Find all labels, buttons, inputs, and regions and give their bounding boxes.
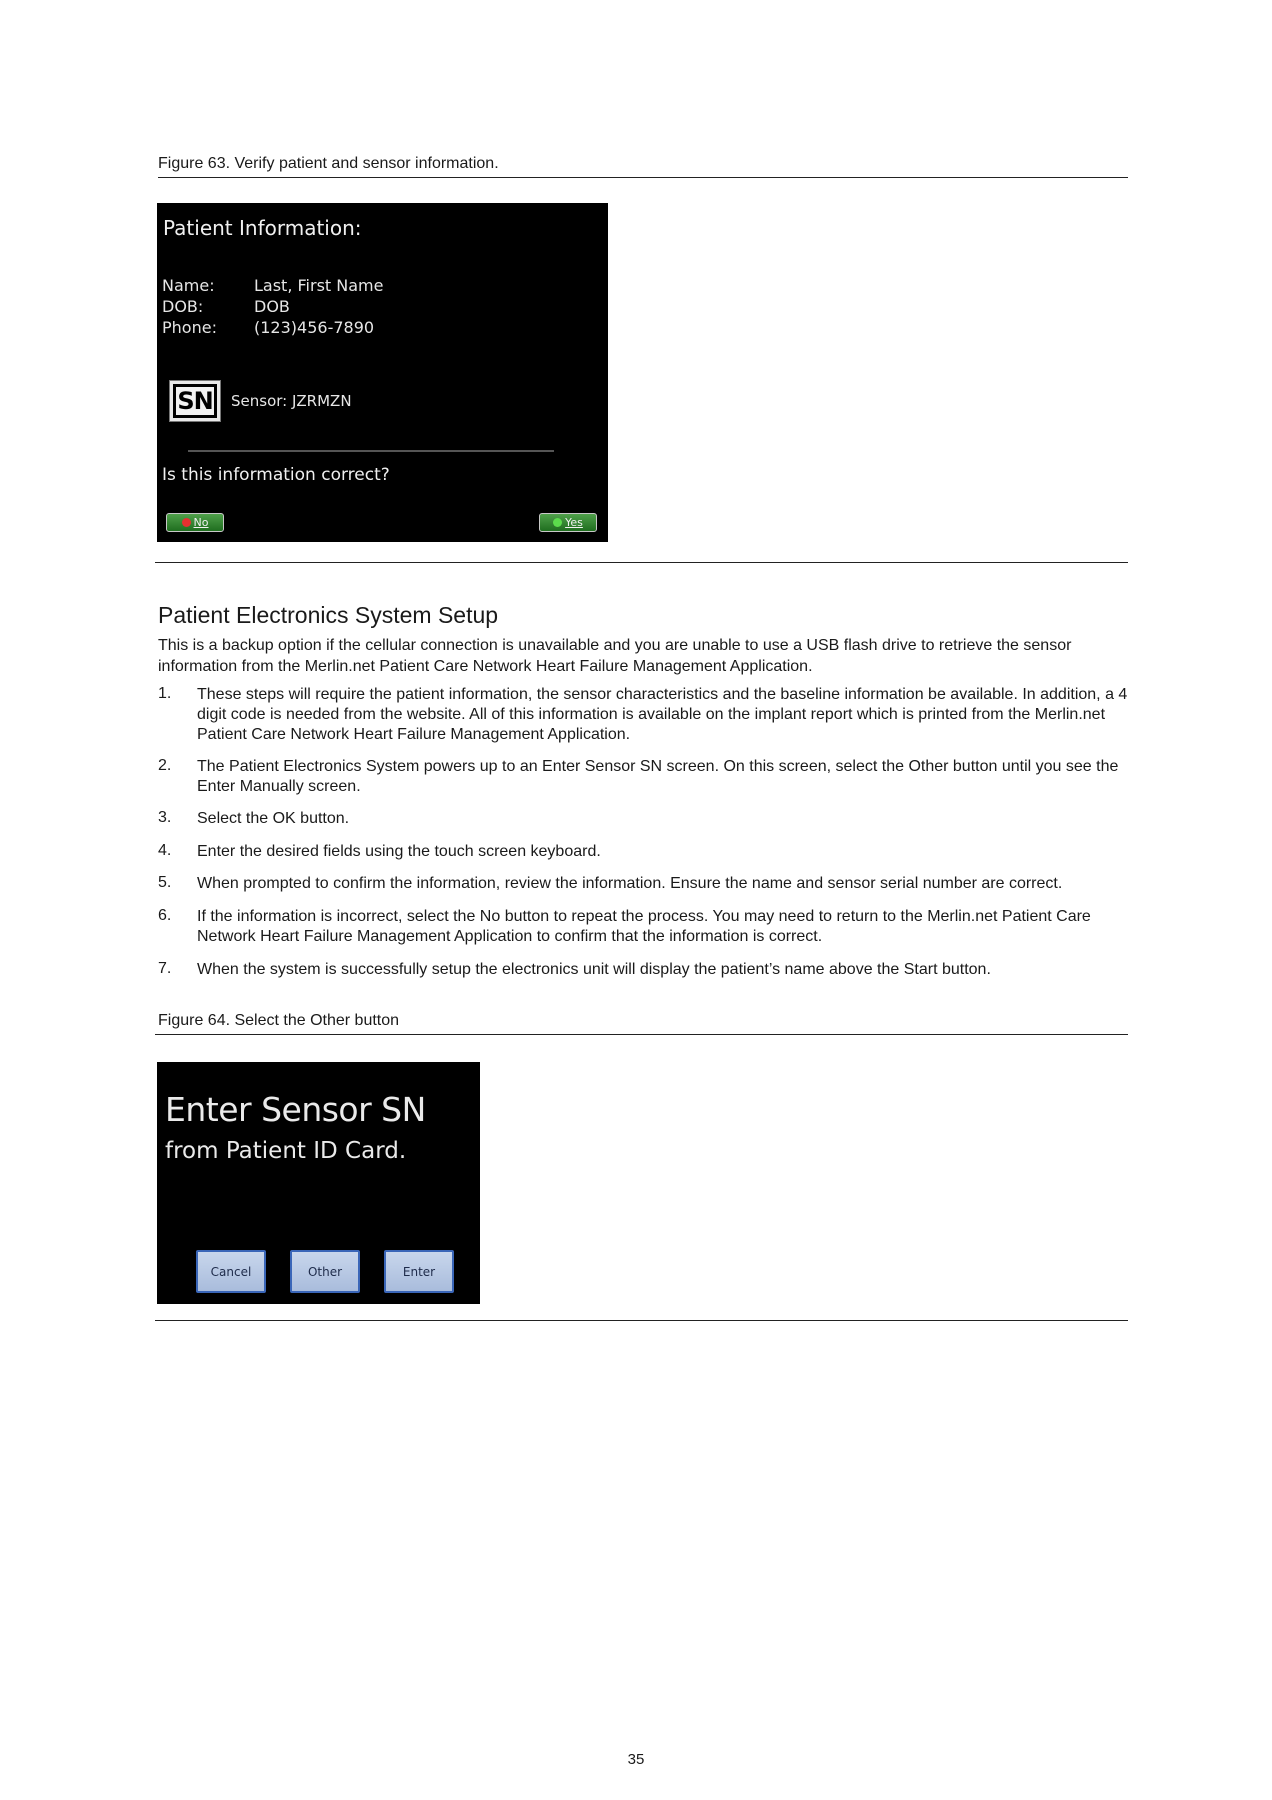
phone-label: Phone: bbox=[162, 318, 217, 337]
screen-title: Patient Information: bbox=[163, 216, 362, 240]
dob-value: DOB bbox=[254, 297, 290, 316]
intro-paragraph: This is a backup option if the cellular connection is unavailable and you are unable to use a USB flash drive to retrieve the sensor information from the Merlin.net Patient Care Network Heart Failure Management Application. bbox=[158, 637, 1072, 675]
confirm-question: Is this information correct? bbox=[162, 465, 390, 485]
other-button[interactable]: Other bbox=[290, 1250, 360, 1293]
name-value: Last, First Name bbox=[254, 276, 384, 295]
step-text: Select the OK button. bbox=[197, 810, 350, 827]
enter-sensor-sn-screen bbox=[157, 1062, 480, 1304]
step-text: If the information is incorrect, select the No button to repeat the process. You may need to return to the Merlin.net Patient Care Network Heart Failure Management Application to confirm that the information is correct. bbox=[197, 908, 1091, 945]
figure-end-rule bbox=[155, 562, 1128, 563]
green-dot-icon bbox=[553, 518, 562, 527]
section-heading: Patient Electronics System Setup bbox=[158, 602, 499, 628]
step-text: These steps will require the patient information, the sensor characteristics and the baseline information be available. In addition, a 4 digit code is needed from the website. All of this information is available on the implant report which is printed from the Merlin.net Patient Care Network Heart Failure Management Application. bbox=[197, 686, 1128, 743]
sensor-id: Sensor: JZRMZN bbox=[231, 392, 352, 410]
phone-value: (123)456-7890 bbox=[254, 318, 375, 337]
screen-subtitle: from Patient ID Card. bbox=[165, 1138, 407, 1164]
page-number: 35 bbox=[627, 1751, 645, 1768]
step-number: 7. bbox=[158, 960, 172, 977]
sn-logo-text: SN bbox=[177, 387, 213, 415]
name-label: Name: bbox=[162, 276, 215, 295]
step-number: 4. bbox=[158, 842, 172, 859]
no-button[interactable] bbox=[166, 513, 224, 532]
caption-rule bbox=[158, 177, 1128, 178]
step-number: 1. bbox=[158, 685, 172, 702]
step-text: When the system is successfully setup the electronics unit will display the patient’s name above the Start button. bbox=[197, 961, 991, 978]
step-text: The Patient Electronics System powers up to an Enter Sensor SN screen. On this screen, select the Other button until you see the Enter Manually screen. bbox=[197, 758, 1119, 795]
figure-63-caption: Figure 63. Verify patient and sensor information. bbox=[158, 155, 499, 172]
yes-button-label: Yes bbox=[565, 516, 583, 529]
step-text: When prompted to confirm the information, review the information. Ensure the name and sensor serial number are correct. bbox=[197, 875, 1063, 892]
enter-button[interactable]: Enter bbox=[384, 1250, 454, 1293]
step-number: 6. bbox=[158, 907, 172, 924]
patient-information-screen bbox=[157, 203, 608, 542]
screen-divider bbox=[188, 450, 554, 452]
red-dot-icon bbox=[182, 518, 191, 527]
no-button-label: No bbox=[193, 516, 209, 529]
caption-rule bbox=[155, 1034, 1128, 1035]
dob-label: DOB: bbox=[162, 297, 204, 316]
step-number: 5. bbox=[158, 874, 172, 891]
yes-button[interactable] bbox=[539, 513, 597, 532]
screen-title: Enter Sensor SN bbox=[165, 1090, 426, 1129]
figure-64-caption: Figure 64. Select the Other button bbox=[158, 1012, 400, 1029]
figure-end-rule bbox=[155, 1320, 1128, 1321]
step-text: Enter the desired fields using the touch screen keyboard. bbox=[197, 843, 601, 860]
step-number: 3. bbox=[158, 809, 172, 826]
cancel-button[interactable]: Cancel bbox=[196, 1250, 266, 1293]
sn-icon bbox=[170, 381, 220, 421]
step-number: 2. bbox=[158, 757, 172, 774]
